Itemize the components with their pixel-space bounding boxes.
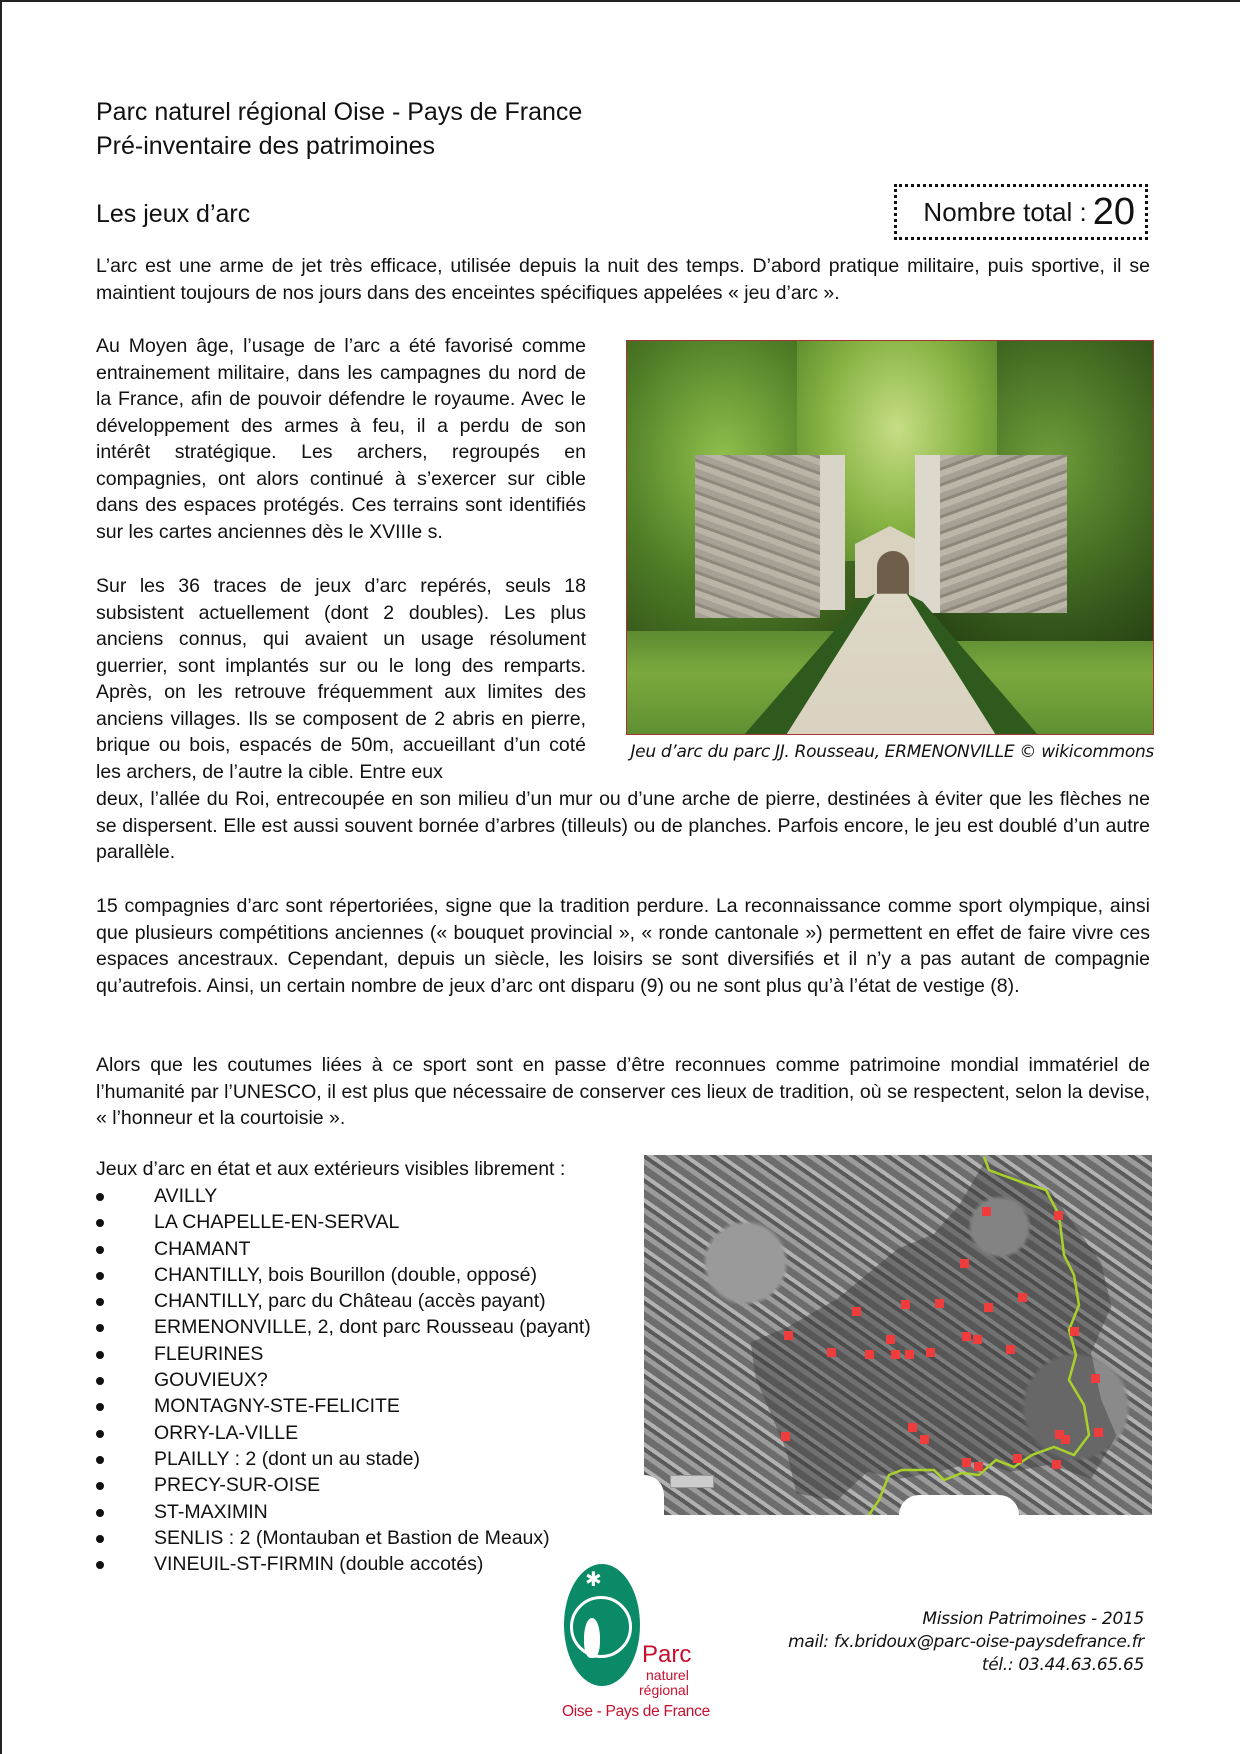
- map-marker: [926, 1348, 935, 1357]
- photo-caption: Jeu d’arc du parc JJ. Rousseau, ERMENONVILLE © wikicommons: [630, 742, 1154, 762]
- list-item-label: GOUVIEUX?: [154, 1369, 268, 1392]
- map-marker: [1013, 1454, 1022, 1463]
- bullet-icon: [96, 1456, 104, 1464]
- bullet-icon: [96, 1403, 104, 1411]
- logo-text-regional: régional: [639, 1682, 689, 1698]
- bullet-icon: [96, 1298, 104, 1306]
- list-item-label: PRECY-SUR-OISE: [154, 1474, 321, 1497]
- bullet-icon: [96, 1193, 104, 1201]
- map-marker: [920, 1435, 929, 1444]
- list-item-label: SENLIS : 2 (Montauban et Bastion de Meaux): [154, 1526, 550, 1549]
- page-border-left: [0, 0, 2, 1754]
- woodpecker-icon: [584, 1618, 600, 1658]
- photo-stone-wall-left: [695, 455, 820, 618]
- bullet-icon: [96, 1377, 104, 1385]
- logo-quatrefoil: [570, 1596, 632, 1658]
- photo-shelter-door: [877, 551, 909, 596]
- map-marker: [781, 1432, 790, 1441]
- list-intro: Jeux d’arc en état et aux extérieurs visibles librement :: [96, 1158, 566, 1180]
- logo-text-naturel: naturel: [646, 1667, 689, 1683]
- list-item: [96, 1236, 591, 1262]
- list-item: [96, 1314, 591, 1340]
- list-item: [96, 1525, 591, 1551]
- map-marker: [784, 1331, 793, 1340]
- bullet-icon: [96, 1430, 104, 1438]
- map-marker: [891, 1350, 900, 1359]
- satellite-location-map: [644, 1155, 1152, 1515]
- unesco-paragraph: Alors que les coutumes liées à ce sport sont en passe d’être reconnues comme patrimoine mondial immatériel de l’humanité par l’UNESCO, il est plus que nécessaire de conserver ces lieux de tradition, où se respectent, selon la devise, « l’honneur et la courtoisie ».: [96, 1054, 1150, 1129]
- header-organization: Parc naturel régional Oise - Pays de France: [96, 98, 583, 126]
- photo-pillar-right: [915, 455, 940, 613]
- list-item-label: CHANTILLY, bois Bourillon (double, opposé): [154, 1263, 537, 1286]
- bullet-icon: [96, 1272, 104, 1280]
- map-scale-bar: [670, 1475, 714, 1488]
- map-marker: [827, 1348, 836, 1357]
- page-title: Les jeux d’arc: [96, 200, 251, 228]
- bullet-icon: [96, 1535, 104, 1543]
- traces-paragraph: Sur les 36 traces de jeux d’arc repérés, seuls 18 subsistent actuellement (dont 2 doubles). Les plus anciens connus, qui avaient un usage résolument guerrier, sont implantés sur ou le long des remparts. Après, on les retrouve fréquemment aux limites des anciens villages. Ils se composent de 2 abris en pierre, brique ou bois, espacés de 50m, accueillant d’un coté les archers, de l’autre la cible. Entre eux: [96, 575, 586, 783]
- list-item-label: ORRY-LA-VILLE: [154, 1421, 299, 1444]
- list-item: [96, 1209, 591, 1235]
- map-marker: [973, 1335, 982, 1344]
- map-marker: [984, 1303, 993, 1312]
- list-item-label: CHAMANT: [154, 1237, 251, 1260]
- list-item-label: FLEURINES: [154, 1342, 264, 1365]
- bullet-icon: [96, 1561, 104, 1569]
- map-marker: [905, 1350, 914, 1359]
- map-marker: [962, 1332, 971, 1341]
- logo-text-parc: Parc: [642, 1641, 692, 1668]
- map-marker: [865, 1350, 874, 1359]
- history-paragraph: Au Moyen âge, l’usage de l’arc a été favorisé comme entrainement militaire, dans les campagnes du nord de la France, afin de pouvoir défendre le royaume. Avec le développement des armes à feu, il a perdu de son intérêt stratégique. Les archers, regroupés en compagnies, ont alors continué à s’exercer sur cible dans des espaces protégés. Ces terrains sont identifiés sur les cartes anciennes dès le XVIIIe s.: [96, 335, 586, 543]
- list-item: [96, 1367, 591, 1393]
- map-marker: [1091, 1374, 1100, 1383]
- map-marker: [962, 1458, 971, 1467]
- list-item-label: MONTAGNY-STE-FELICITE: [154, 1395, 400, 1418]
- bullet-icon: [96, 1351, 104, 1359]
- bullet-icon: [96, 1509, 104, 1517]
- map-marker: [1094, 1428, 1103, 1437]
- park-logo: [560, 1560, 710, 1740]
- map-marker: [1061, 1435, 1070, 1444]
- total-count-value: 20: [1092, 191, 1135, 233]
- page-border-top: [0, 0, 1240, 2]
- footer-phone: tél.: 03.44.63.65.65: [981, 1655, 1144, 1675]
- traces-paragraph-continued: deux, l’allée du Roi, entrecoupée en son milieu d’un mur ou d’une arche de pierre, destinées à éviter que les flèches ne se dispersent. Elle est aussi souvent bornée d’arbres (tilleuls) ou de planches. Parfois encore, le jeu est doublé d’un autre parallèle.: [96, 788, 1150, 863]
- photo-stone-wall-right: [940, 455, 1067, 613]
- total-count-label: Nombre total :: [923, 196, 1087, 227]
- bullet-icon: [96, 1482, 104, 1490]
- map-marker: [908, 1423, 917, 1432]
- map-marker: [935, 1299, 944, 1308]
- map-marker: [1054, 1211, 1063, 1220]
- bullet-icon: [96, 1246, 104, 1254]
- photo-pillar-left: [820, 455, 845, 610]
- list-item: [96, 1551, 591, 1577]
- companies-paragraph: 15 compagnies d’arc sont répertoriées, signe que la tradition perdure. La reconnaissance comme sport olympique, ainsi que plusieurs compétitions anciennes (« bouquet provincial », « ronde cantonale ») permettent en effet de faire vivre ces espaces ancestraux. Cependant, depuis un siècle, les loisirs se sont diversifiés et il n’y a pas autant de compagnie qu’autrefois. Ainsi, un certain nombre de jeux d’arc ont disparu (9) ou ne sont plus qu’à l’état de vestige (8).: [96, 895, 1150, 997]
- footer-contact: [788, 1608, 1144, 1677]
- map-marker: [1052, 1460, 1061, 1469]
- logo-text-name: Oise - Pays de France: [562, 1703, 710, 1720]
- map-marker: [960, 1259, 969, 1268]
- intro-paragraph: L’arc est une arme de jet très efficace, utilisée depuis la nuit des temps. D’abord pratique militaire, puis sportive, il se maintient toujours de nos jours dans des enceintes spécifiques appelées « jeu d’arc ».: [96, 255, 1150, 304]
- list-item-label: CHANTILLY, parc du Château (accès payant): [154, 1290, 546, 1313]
- map-marker: [1018, 1293, 1027, 1302]
- bullet-icon: [96, 1219, 104, 1227]
- list-item: [96, 1420, 591, 1446]
- list-item: [96, 1499, 591, 1525]
- list-item-label: ST-MAXIMIN: [154, 1500, 268, 1523]
- map-marker: [982, 1207, 991, 1216]
- jeux-darc-list: [96, 1183, 591, 1577]
- map-marker: [852, 1307, 861, 1316]
- list-item-label: AVILLY: [154, 1185, 218, 1207]
- bullet-icon: [96, 1324, 104, 1332]
- footer-mission: Mission Patrimoines - 2015: [922, 1609, 1144, 1629]
- map-marker: [1006, 1345, 1015, 1354]
- list-item-label: VINEUIL-ST-FIRMIN (double accotés): [154, 1553, 484, 1576]
- map-marker: [886, 1335, 895, 1344]
- header-subtitle: Pré-inventaire des patrimoines: [96, 132, 436, 160]
- total-count-box: [894, 184, 1148, 240]
- map-outside-area: [899, 1495, 1019, 1515]
- asterisk-icon: ✱: [585, 1569, 602, 1591]
- list-item: [96, 1288, 591, 1314]
- map-marker: [974, 1462, 983, 1471]
- jeu-darc-photo: [626, 340, 1154, 735]
- map-marker: [1070, 1327, 1079, 1336]
- list-item: [96, 1341, 591, 1367]
- list-item: [96, 1446, 591, 1472]
- map-marker: [901, 1300, 910, 1309]
- footer-email[interactable]: mail: fx.bridoux@parc-oise-paysdefrance.fr: [788, 1632, 1144, 1652]
- list-item-label: LA CHAPELLE-EN-SERVAL: [154, 1211, 400, 1234]
- list-item: [96, 1262, 591, 1288]
- list-item-label: PLAILLY : 2 (dont un au stade): [154, 1447, 420, 1470]
- list-item-label: ERMENONVILLE, 2, dont parc Rousseau (payant): [154, 1316, 591, 1339]
- list-item: [96, 1472, 591, 1498]
- list-item: [96, 1183, 591, 1209]
- list-item: [96, 1393, 591, 1419]
